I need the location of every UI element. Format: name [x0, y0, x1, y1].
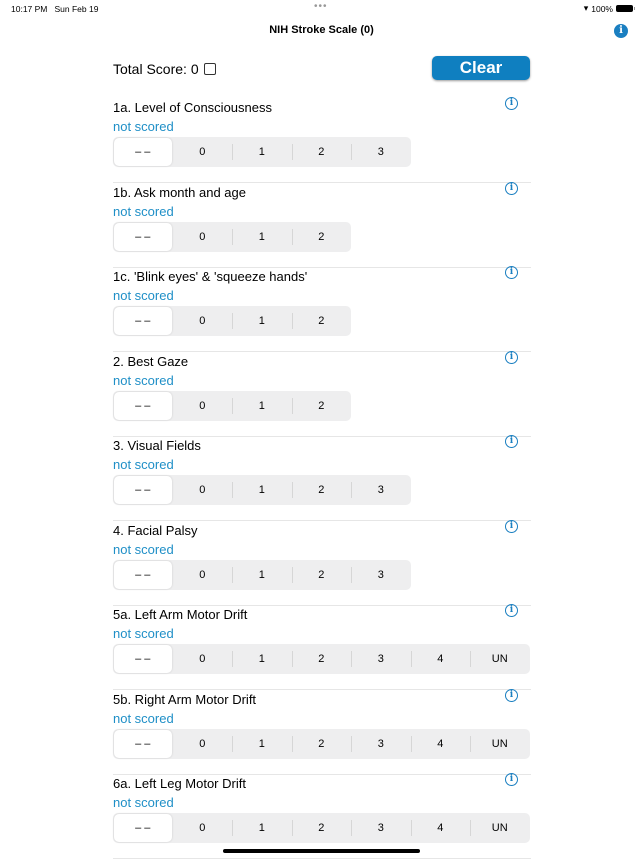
scale-item: [113, 436, 531, 521]
item-status: not scored: [113, 372, 174, 388]
info-icon[interactable]: i: [614, 24, 628, 38]
segment-option[interactable]: 0: [199, 568, 206, 581]
item-title: 1c. 'Blink eyes' & 'squeeze hands': [113, 269, 308, 284]
item-status: not scored: [113, 626, 174, 641]
segment-option[interactable]: 3: [351, 644, 411, 674]
page-title: NIH Stroke Scale (0): [269, 24, 374, 36]
segment-option[interactable]: 3: [351, 137, 411, 167]
item-title: 5b. Right Arm Motor Drift: [113, 691, 257, 707]
scale-item: [113, 183, 531, 268]
segment-option[interactable]: 4: [411, 644, 471, 674]
battery-percent: 100%: [591, 3, 613, 14]
info-icon[interactable]: i: [505, 266, 518, 279]
segment-option[interactable]: 2: [292, 729, 352, 759]
segment-option[interactable]: – –: [114, 561, 172, 589]
segment-option[interactable]: 1: [232, 729, 292, 759]
item-status: not scored: [113, 457, 174, 472]
info-icon[interactable]: i: [505, 351, 518, 364]
segment-option[interactable]: 3: [351, 560, 411, 590]
segment-option[interactable]: 0: [199, 653, 206, 665]
score-segmented-control[interactable]: [113, 644, 530, 674]
segment-option[interactable]: – –: [114, 645, 172, 673]
segment-option[interactable]: – –: [114, 476, 172, 504]
status-bar: [0, 0, 643, 16]
segment-option[interactable]: 1: [232, 306, 292, 336]
score-segmented-control[interactable]: [113, 560, 411, 590]
info-icon[interactable]: i: [505, 773, 518, 786]
segment-option[interactable]: 0: [199, 822, 206, 834]
item-status: not scored: [113, 288, 174, 303]
item-status: not scored: [113, 203, 174, 219]
scale-item: [113, 521, 531, 606]
item-title: 5a. Left Arm Motor Drift: [113, 607, 248, 622]
info-icon[interactable]: i: [505, 182, 518, 195]
segment-option[interactable]: 1: [232, 391, 292, 421]
segment-option[interactable]: 2: [292, 560, 352, 590]
info-icon[interactable]: i: [505, 520, 518, 533]
scale-item: [113, 352, 531, 437]
segment-option[interactable]: 1: [232, 644, 292, 674]
home-indicator[interactable]: [223, 849, 420, 853]
segment-option[interactable]: 2: [292, 813, 352, 843]
score-segmented-control[interactable]: [113, 137, 411, 167]
total-score-checkbox[interactable]: [204, 63, 216, 75]
multitasking-dots[interactable]: •••: [314, 1, 328, 12]
segment-option[interactable]: 1: [232, 560, 292, 590]
item-status: not scored: [113, 795, 174, 810]
info-icon[interactable]: i: [505, 97, 518, 110]
status-time: 10:17 PM Sun Feb 19: [11, 4, 99, 14]
segment-option[interactable]: UN: [470, 813, 530, 843]
segment-option[interactable]: 2: [292, 222, 352, 252]
info-icon[interactable]: i: [505, 435, 518, 448]
segment-option[interactable]: UN: [470, 644, 530, 674]
segment-option[interactable]: 2: [292, 306, 352, 336]
scale-item: [113, 690, 531, 775]
segment-option[interactable]: – –: [114, 307, 172, 335]
scale-item: [113, 774, 531, 859]
total-score-label: Total Score: 0: [113, 61, 199, 77]
scale-item: [113, 605, 531, 690]
item-title: 2. Best Gaze: [113, 353, 189, 369]
info-icon[interactable]: i: [505, 689, 518, 702]
segment-option[interactable]: 0: [199, 399, 206, 412]
item-title: 4. Facial Palsy: [113, 522, 198, 538]
segment-option[interactable]: 2: [292, 644, 352, 674]
segment-option[interactable]: 2: [292, 475, 352, 505]
scale-item: [113, 267, 531, 352]
segment-option[interactable]: – –: [114, 730, 172, 758]
score-segmented-control[interactable]: [113, 222, 351, 252]
segment-option[interactable]: 0: [199, 484, 206, 496]
item-title: 1a. Level of Consciousness: [113, 100, 272, 115]
segment-option[interactable]: 0: [199, 146, 206, 158]
segment-option[interactable]: 3: [351, 813, 411, 843]
segment-option[interactable]: 2: [292, 391, 352, 421]
item-status: not scored: [113, 119, 174, 134]
battery-icon: [616, 5, 633, 12]
segment-option[interactable]: 1: [232, 137, 292, 167]
segment-option[interactable]: 3: [351, 729, 411, 759]
segment-option[interactable]: 4: [411, 729, 471, 759]
info-icon[interactable]: i: [505, 604, 518, 617]
segment-option[interactable]: 1: [232, 813, 292, 843]
score-segmented-control[interactable]: [113, 475, 411, 505]
segment-option[interactable]: 0: [199, 230, 206, 243]
score-segmented-control[interactable]: [113, 306, 351, 336]
segment-option[interactable]: – –: [114, 392, 172, 420]
segment-option[interactable]: 0: [199, 315, 206, 327]
segment-option[interactable]: 0: [199, 737, 206, 750]
segment-option[interactable]: – –: [114, 223, 172, 251]
segment-option[interactable]: – –: [114, 138, 172, 166]
item-status: not scored: [113, 710, 174, 726]
item-status: not scored: [113, 541, 174, 557]
item-title: 3. Visual Fields: [113, 438, 201, 453]
segment-option[interactable]: 1: [232, 475, 292, 505]
wifi-icon: ▾: [583, 3, 589, 13]
segment-option[interactable]: 4: [411, 813, 471, 843]
total-score: [113, 61, 216, 77]
segment-option[interactable]: UN: [470, 729, 530, 759]
segment-option[interactable]: 3: [351, 475, 411, 505]
score-segmented-control[interactable]: [113, 729, 530, 759]
score-segmented-control[interactable]: [113, 391, 351, 421]
status-right: [584, 3, 633, 14]
scale-item: [113, 98, 531, 183]
item-title: 1b. Ask month and age: [113, 184, 246, 200]
segment-option[interactable]: 2: [292, 137, 352, 167]
clear-button[interactable]: Clear: [432, 56, 530, 80]
segment-option[interactable]: 1: [232, 222, 292, 252]
segment-option[interactable]: – –: [114, 814, 172, 842]
score-segmented-control[interactable]: [113, 813, 530, 843]
item-title: 6a. Left Leg Motor Drift: [113, 776, 246, 791]
